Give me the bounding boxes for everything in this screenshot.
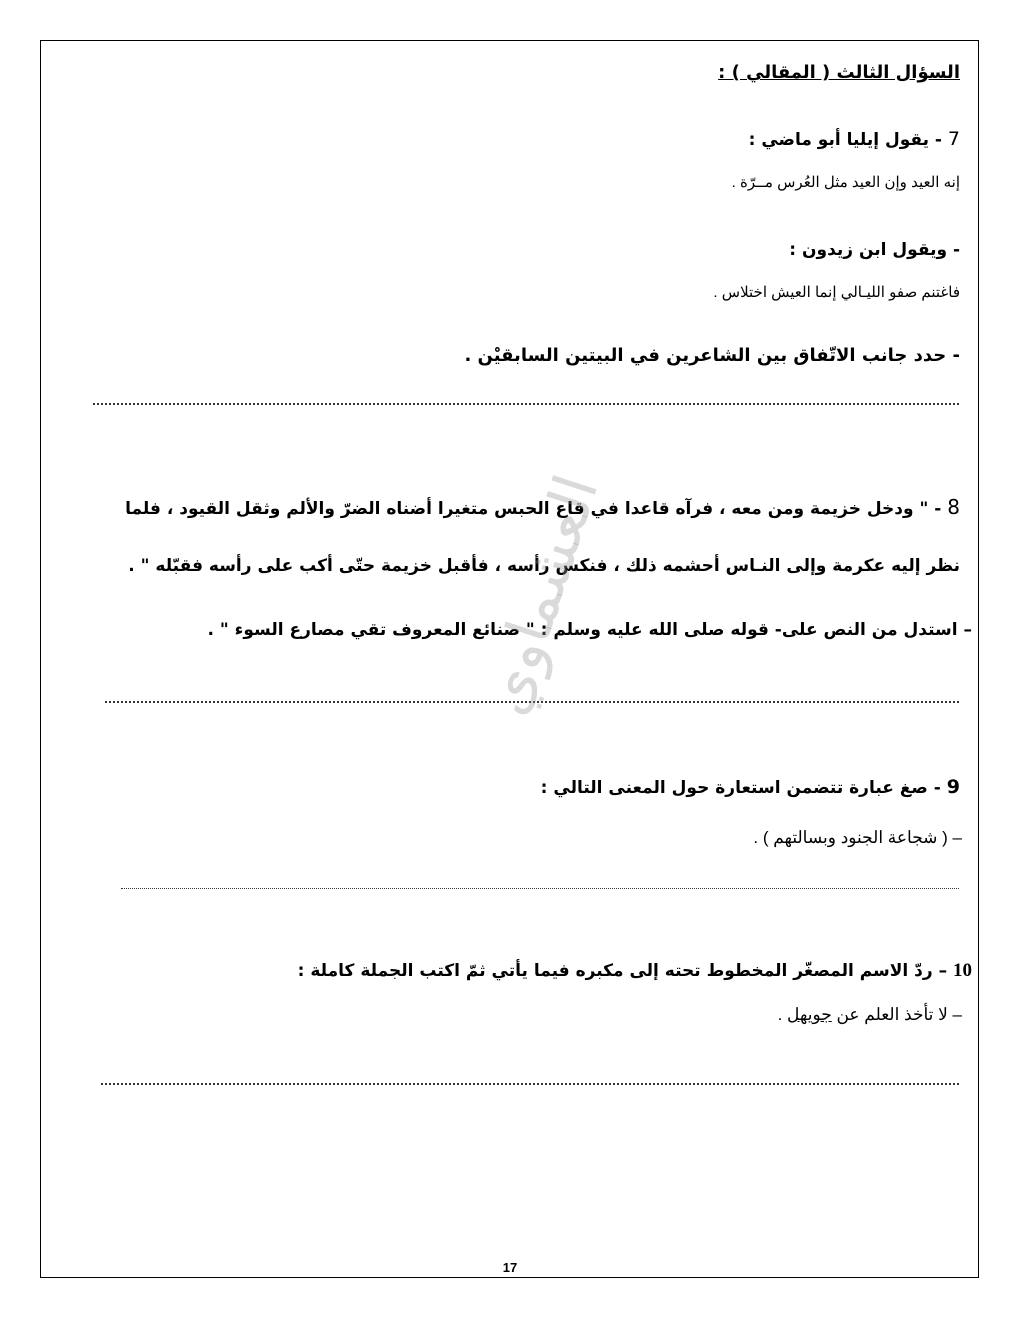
q10-number: 10 (953, 960, 972, 981)
q10-task: – ردّ الاسم المصغّر المخطوط تحته إلى مكبره فيما يأتي ثمّ اكتب الجملة كاملة : (297, 961, 948, 981)
page-border (40, 40, 979, 1278)
q8-line-1-text: - " ودخل خزيمة ومن معه ، فرآه قاعدا في قاع الحبس متغيرا أضناه الضرّ والألم وثقل القيود ، فلما (125, 499, 942, 519)
q9-task-line (541, 776, 960, 798)
q8-line-2: نظر إليه عكرمة وإلى النـاس أحشمه ذلك ، فنكس رأسه ، فأقبل خزيمة حتّى أكب على رأسه فقبّله " . (128, 556, 960, 576)
answer-line-9[interactable] (121, 888, 959, 889)
q7-verse-2: فاغتنم صفو الليـالي إنما العيش اختلاس . (713, 284, 960, 301)
q9-task: - صغ عبارة تتضمن استعارة حول المعنى التالي : (540, 778, 941, 798)
section-title: السؤال الثالث ( المقالي ) : (718, 62, 960, 83)
q7-number: 7 (947, 128, 960, 150)
answer-line-10[interactable] (101, 1083, 959, 1085)
q8-line-1 (125, 495, 960, 519)
q7-task: - حدد جانب الاتّفاق بين الشاعرين في البيتين السابقيْن . (464, 345, 960, 366)
q7-intro-2: - ويقول ابن زيدون : (789, 240, 960, 260)
q10-sentence (778, 1005, 962, 1025)
q8-number: 8 (947, 495, 960, 519)
q7-verse-1: إنه العيد وإن العيد مثل العُرس مــرّة . (731, 174, 960, 191)
q10-task-line (298, 960, 972, 982)
q9-meaning: – ( شجاعة الجنود وبسالتهم ) . (753, 828, 962, 847)
q7-intro (749, 128, 960, 150)
q10-underlined-word: جويهل (787, 1005, 832, 1024)
q9-number: 9 (946, 776, 960, 798)
q10-sentence-start: – لا تأخذ العلم عن (831, 1005, 962, 1024)
q7-intro-text: - يقول إيليا أبو ماضي : (748, 130, 942, 150)
answer-line-8[interactable] (105, 701, 959, 703)
watermark: العشماوي (469, 467, 613, 723)
answer-line-7[interactable] (93, 403, 959, 405)
page-number: 17 (502, 1260, 518, 1275)
q8-task: – استدل من النص على- قوله صلى الله عليه وسلم : " صنائع المعروف تقي مصارع السوء " . (207, 620, 972, 640)
q10-sentence-end: . (777, 1005, 788, 1024)
